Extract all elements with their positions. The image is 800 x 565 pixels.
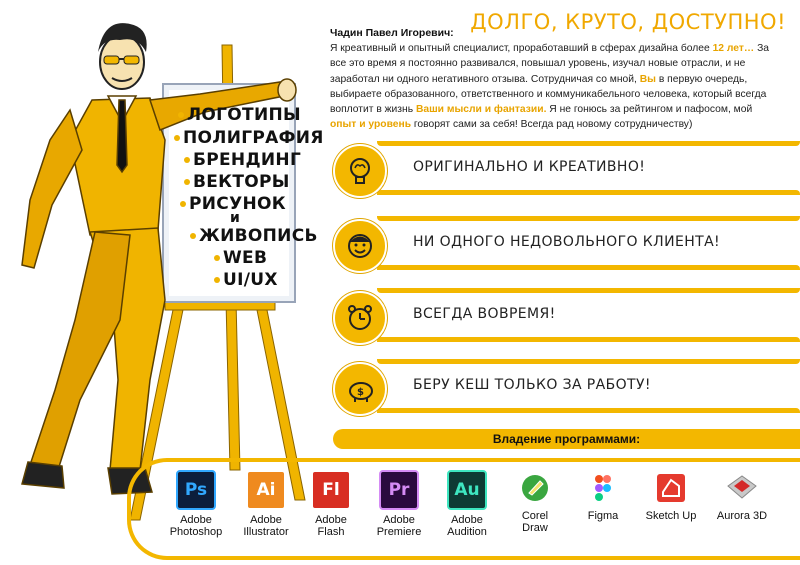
bio-text: Я креативный и опытный специалист, проработавший в сферах дизайна более bbox=[330, 43, 713, 54]
bullet-dot bbox=[178, 112, 184, 118]
feature-bar-top bbox=[377, 141, 800, 146]
board-item bbox=[230, 210, 240, 226]
board-item-label: и bbox=[230, 210, 241, 226]
bullet-dot bbox=[174, 135, 180, 141]
software-abbr: Ai bbox=[256, 480, 276, 500]
board-item bbox=[184, 150, 301, 170]
feature-bar-bottom bbox=[377, 190, 800, 195]
feature-bar-bottom bbox=[377, 265, 800, 270]
board-item-label: ЖИВОПИСЬ bbox=[199, 226, 318, 246]
software-name: Adobe Illustrator bbox=[243, 514, 289, 538]
software-item bbox=[500, 470, 570, 534]
piggy-bank-icon bbox=[333, 362, 387, 416]
bullet-dot bbox=[184, 179, 190, 185]
software-item bbox=[707, 470, 777, 522]
software-item bbox=[161, 470, 231, 538]
board-item bbox=[174, 128, 324, 148]
board-item-label: РИСУНОК bbox=[189, 194, 286, 214]
bio-paragraph bbox=[330, 41, 770, 133]
feature-label: ВСЕГДА ВОВРЕМЯ! bbox=[413, 306, 556, 322]
bio-highlight: 12 лет… bbox=[712, 43, 755, 54]
software-item bbox=[636, 470, 706, 522]
board-item bbox=[184, 172, 290, 192]
feature-bar-top bbox=[377, 359, 800, 364]
software-item bbox=[231, 470, 301, 538]
adobe-illustrator-icon bbox=[246, 470, 286, 510]
bullet-dot bbox=[214, 277, 220, 283]
bio-text: За все это время я постоянно развивался, повышал уровень, изучал новые отрасли, и не заработал ни одного негативного отзыва. Сотрудничая со мной, bbox=[330, 43, 770, 85]
software-item bbox=[296, 470, 366, 538]
bullet-dot bbox=[190, 233, 196, 239]
adobe-premiere-icon bbox=[379, 470, 419, 510]
bio-highlight: Ваши мысли и фантазии. bbox=[415, 104, 547, 116]
board-item-label: WEB bbox=[223, 248, 268, 268]
feature-bar-top bbox=[377, 216, 800, 221]
board-item-label: ВЕКТОРЫ bbox=[193, 172, 290, 192]
bio-text: говорят сами за себя! Всегда рад новому сотрудничеству) bbox=[411, 119, 693, 131]
bio-text: в первую очередь, выбираете образованного, ответственного и коммуникабельного человека, который всегда воплотит в жизнь bbox=[330, 73, 767, 116]
software-abbr: Pr bbox=[388, 480, 410, 500]
sketch-up-icon bbox=[653, 470, 689, 506]
bullet-dot bbox=[180, 201, 186, 207]
software-name: Aurora 3D bbox=[716, 510, 768, 522]
feature-row bbox=[333, 144, 800, 198]
feature-row bbox=[333, 362, 800, 416]
feature-row bbox=[333, 291, 800, 345]
svg-text:$: $ bbox=[357, 387, 364, 398]
happy-face-icon bbox=[333, 219, 387, 273]
feature-bar-top bbox=[377, 288, 800, 293]
adobe-photoshop-icon bbox=[176, 470, 216, 510]
board-item-label: БРЕНДИНГ bbox=[193, 150, 302, 170]
bullet-dot bbox=[184, 157, 190, 163]
board-item bbox=[190, 226, 318, 246]
software-name: Corel Draw bbox=[521, 510, 549, 534]
bio-highlight: опыт и уровень bbox=[330, 119, 412, 131]
brain-bulb-icon bbox=[333, 144, 387, 198]
board-item bbox=[214, 270, 278, 290]
software-item bbox=[432, 470, 502, 538]
feature-label: ОРИГИНАЛЬНО И КРЕАТИВНО! bbox=[413, 159, 646, 175]
board-item-label: UI/UX bbox=[223, 270, 278, 290]
corel-draw-icon bbox=[517, 470, 553, 506]
feature-row bbox=[333, 219, 800, 273]
software-name: Adobe Audition bbox=[447, 514, 487, 538]
software-item bbox=[364, 470, 434, 538]
aurora-3d-icon bbox=[724, 470, 760, 506]
software-name: Adobe Premiere bbox=[376, 514, 422, 538]
software-name: Adobe Photoshop bbox=[169, 514, 223, 538]
bio-highlight: Вы bbox=[639, 73, 656, 85]
software-abbr: Ps bbox=[184, 480, 208, 500]
board-item bbox=[178, 105, 301, 125]
software-abbr: Fl bbox=[322, 480, 340, 500]
board-item bbox=[214, 248, 267, 268]
alarm-clock-icon bbox=[333, 291, 387, 345]
software-name: Adobe Flash bbox=[315, 514, 347, 538]
feature-label: БЕРУ КЕШ ТОЛЬКО ЗА РАБОТУ! bbox=[413, 377, 651, 393]
adobe-flash-icon bbox=[311, 470, 351, 510]
feature-label: НИ ОДНОГО НЕДОВОЛЬНОГО КЛИЕНТА! bbox=[413, 234, 721, 250]
board-item-label: ЛОГОТИПЫ bbox=[187, 105, 301, 125]
bio-text: Я не гонюсь за рейтингом и пафосом, мой bbox=[546, 104, 753, 116]
adobe-audition-icon bbox=[447, 470, 487, 510]
bullet-dot bbox=[214, 255, 220, 261]
software-name: Figma bbox=[587, 510, 619, 522]
software-item bbox=[568, 470, 638, 522]
feature-bar-bottom bbox=[377, 408, 800, 413]
headline: ДОЛГО, КРУТО, ДОСТУПНО! bbox=[470, 10, 786, 34]
board-item-label: ПОЛИГРАФИЯ bbox=[183, 128, 324, 148]
figma-icon bbox=[585, 470, 621, 506]
software-title: Владение программами: bbox=[492, 432, 641, 446]
author-name: Чадин Павел Игоревич: bbox=[330, 27, 454, 39]
feature-bar-bottom bbox=[377, 337, 800, 342]
software-abbr: Au bbox=[454, 480, 480, 500]
software-name: Sketch Up bbox=[645, 510, 697, 522]
